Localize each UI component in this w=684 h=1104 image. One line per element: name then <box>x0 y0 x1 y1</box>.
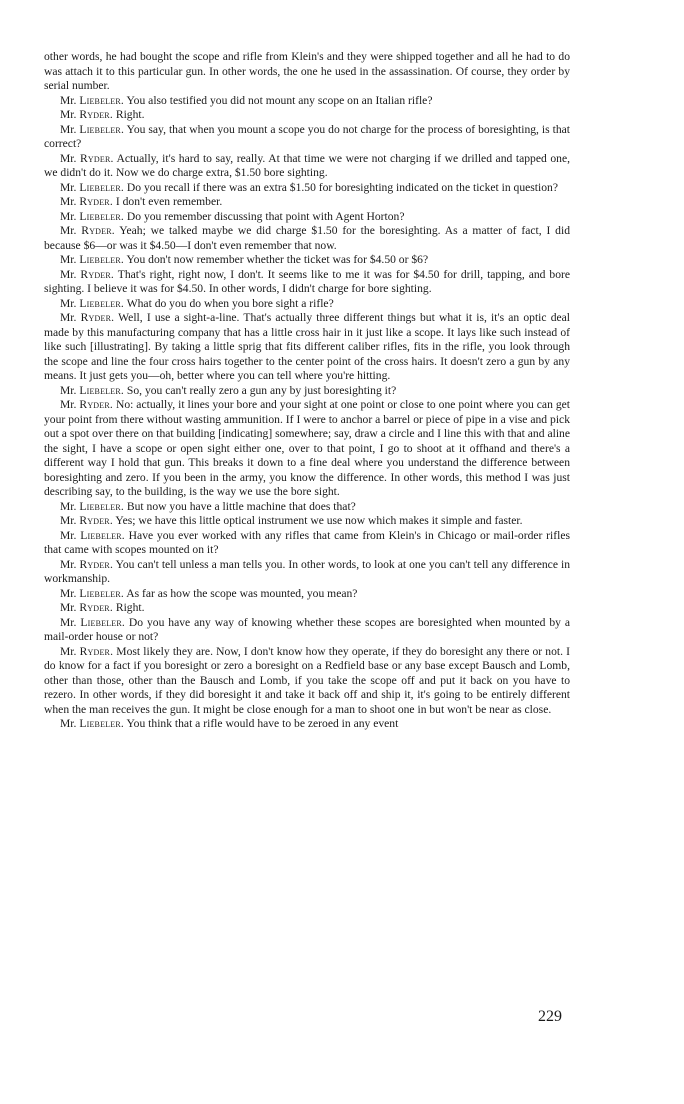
speaker-name: Liebeler. <box>79 383 124 397</box>
testimony-text: Yeah; we talked maybe we did charge $1.50 for the boresighting. As a matter of fact, I did because $6—or was it $4.50—I don't even remember that now. <box>44 224 570 252</box>
speaker-title: Mr. <box>60 586 80 600</box>
testimony-text: Have you ever worked with any rifles that came from Klein's in Chicago or mail-order rifles that came with scopes mounted on it? <box>44 528 570 556</box>
speaker-title: Mr. <box>60 601 80 614</box>
speaker-name: Liebeler. <box>80 615 126 629</box>
testimony-text: What do you do when you bore sight a rifle? <box>124 296 334 310</box>
testimony-text: Do you remember discussing that point with Agent Horton? <box>124 209 405 223</box>
testimony-paragraph <box>44 311 570 384</box>
testimony-text: I don't even remember. <box>112 195 223 208</box>
speaker-name: Liebeler. <box>79 296 124 310</box>
testimony-paragraph <box>44 529 570 558</box>
testimony-paragraph <box>44 268 570 297</box>
speaker-name: Ryder. <box>81 224 115 237</box>
testimony-paragraph <box>44 398 570 500</box>
speaker-name: Ryder. <box>79 601 113 614</box>
speaker-name: Ryder. <box>80 267 115 281</box>
speaker-name: Ryder. <box>79 514 113 527</box>
testimony-text: No: actually, it lines your bore and your sight at one point or close to one point where you can get your point from there without wasting ammunition. If I were to anchor a barrel or piece of pipe in a vise and pick out a spot over there on that building [indicating] somewhere; say, draw a circle and I line this with that and aline the sight, I have a scope or open sight either one, over to that point, I go to shoot at it offhand and there's a different way I hold that gun. This breaks it down to a fine deal where you understand the difference between boresighting and zero. If you been in the army, you know the difference. In other words, this method I was just describing say, to the building, is the way we use the bore sight. <box>44 398 570 498</box>
speaker-name: Ryder. <box>79 108 113 121</box>
speaker-title: Mr. <box>60 398 80 411</box>
testimony-paragraph <box>44 181 570 196</box>
speaker-name: Liebeler. <box>80 528 125 542</box>
testimony-text: Actually, it's hard to say, really. At that time we were not charging if we drilled and tapped one, we didn't do it. Now we do charge extra, $1.50 bore sighting. <box>44 151 570 179</box>
speaker-title: Mr. <box>60 499 80 513</box>
testimony-text: But now you have a little machine that does that? <box>124 499 356 513</box>
testimony-text: Most likely they are. Now, I don't know how they operate, if they do boresight any there or not. I do know for a fact if you boresight or zero a boresight on a Redfield base or any base except Bausch and Lomb, other than those, other than the Bausch and Lomb, if you take the scope off and put it back on you have to rezero. In other words, if they did boresight it and take it back off and ship it, it's going to be entirely different when the man receives the gun. It might be close enough for a man to shoot one in but won't be near as close. <box>44 644 570 716</box>
testimony-text: So, you can't really zero a gun any by just boresighting it? <box>124 383 397 397</box>
speaker-name: Liebeler. <box>79 253 124 266</box>
testimony-paragraph <box>44 645 570 718</box>
speaker-title: Mr. <box>60 267 81 281</box>
speaker-name: Ryder. <box>79 557 114 571</box>
testimony-paragraph <box>44 500 570 515</box>
speaker-title: Mr. <box>60 93 80 107</box>
speaker-name: Liebeler. <box>79 122 125 136</box>
testimony-text: That's right, right now, I don't. It seems like to me it was for $4.50 for drill, tapping, and bore sighting. I believe it was for $4.50. In other words, I didn't charge for bore sighting. <box>44 267 571 295</box>
testimony-text: other words, he had bought the scope and rifle from Klein's and they were shipped together and all he had to do was attach it to this particular gun. In other words, the one he used in the assassination. Of course, they order by serial number. <box>44 50 570 92</box>
speaker-name: Ryder. <box>79 644 114 658</box>
testimony-text: You can't tell unless a man tells you. In other words, to look at one you can't tell any difference in workmanship. <box>44 557 571 585</box>
testimony-paragraph <box>44 50 570 94</box>
speaker-title: Mr. <box>60 311 81 324</box>
speaker-title: Mr. <box>60 528 81 542</box>
speaker-name: Liebeler. <box>79 93 124 107</box>
speaker-name: Liebeler. <box>79 586 124 600</box>
testimony-paragraph <box>44 108 570 123</box>
testimony-paragraph <box>44 123 570 152</box>
speaker-name: Liebeler. <box>79 499 124 513</box>
speaker-title: Mr. <box>60 180 80 194</box>
testimony-text: You also testified you did not mount any scope on an Italian rifle? <box>124 93 433 107</box>
testimony-paragraph <box>44 601 570 616</box>
speaker-name: Liebeler. <box>79 717 124 730</box>
speaker-title: Mr. <box>60 151 80 165</box>
testimony-paragraph <box>44 384 570 399</box>
speaker-name: Liebeler. <box>79 180 124 194</box>
speaker-title: Mr. <box>60 122 80 136</box>
speaker-name: Ryder. <box>79 398 113 411</box>
speaker-title: Mr. <box>60 108 80 121</box>
testimony-text: You think that a rifle would have to be zeroed in any event <box>124 717 399 730</box>
speaker-title: Mr. <box>60 209 80 223</box>
speaker-name: Ryder. <box>79 195 113 208</box>
speaker-title: Mr. <box>60 514 80 527</box>
testimony-text: You don't now remember whether the ticket was for $4.50 or $6? <box>124 253 429 266</box>
speaker-title: Mr. <box>60 557 80 571</box>
page-number: 229 <box>538 1008 562 1025</box>
speaker-name: Liebeler. <box>79 209 124 223</box>
testimony-text: Do you have any way of knowing whether these scopes are boresighted when mounted by a mail-order house or not? <box>44 615 570 643</box>
testimony-paragraph <box>44 195 570 210</box>
speaker-name: Ryder. <box>80 151 114 165</box>
testimony-text: Well, I use a sight-a-line. That's actually three different things but what it is, it's an optic deal made by this manufacturing company that has a little cross hair in it just like a scope. It lays like such instead of like such [illustrating]. By taking a little sprig that fits different caliber rifles, fits in the rifle, you look through the scope and line the four cross hairs together to the center point of the cross hairs. It doesn't zero a gun by any means. It just gets you—oh, better where you can tell where you're hitting. <box>44 311 570 382</box>
transcript-page <box>44 50 570 732</box>
testimony-paragraph <box>44 558 570 587</box>
testimony-paragraph <box>44 94 570 109</box>
testimony-paragraph <box>44 514 570 529</box>
testimony-paragraph <box>44 587 570 602</box>
speaker-title: Mr. <box>60 717 80 730</box>
testimony-paragraph <box>44 224 570 253</box>
testimony-paragraph <box>44 717 570 732</box>
speaker-title: Mr. <box>60 383 80 397</box>
testimony-paragraph <box>44 616 570 645</box>
speaker-title: Mr. <box>60 644 80 658</box>
speaker-title: Mr. <box>60 615 81 629</box>
speaker-title: Mr. <box>60 195 80 208</box>
testimony-text: Do you recall if there was an extra $1.50 for boresighting indicated on the ticket in question? <box>124 180 558 194</box>
testimony-text: Right. <box>112 601 145 614</box>
speaker-title: Mr. <box>60 253 80 266</box>
testimony-text: As far as how the scope was mounted, you mean? <box>124 586 358 600</box>
testimony-paragraph <box>44 210 570 225</box>
testimony-text: Right. <box>112 108 145 121</box>
speaker-title: Mr. <box>60 224 82 237</box>
testimony-text: Yes; we have this little optical instrument we use now which makes it simple and faster. <box>112 514 523 527</box>
speaker-title: Mr. <box>60 296 80 310</box>
testimony-text: You say, that when you mount a scope you do not charge for the process of boresighting, is that correct? <box>44 122 571 150</box>
testimony-paragraph <box>44 297 570 312</box>
speaker-name: Ryder. <box>80 311 115 324</box>
testimony-paragraph <box>44 152 570 181</box>
testimony-paragraph <box>44 253 570 268</box>
